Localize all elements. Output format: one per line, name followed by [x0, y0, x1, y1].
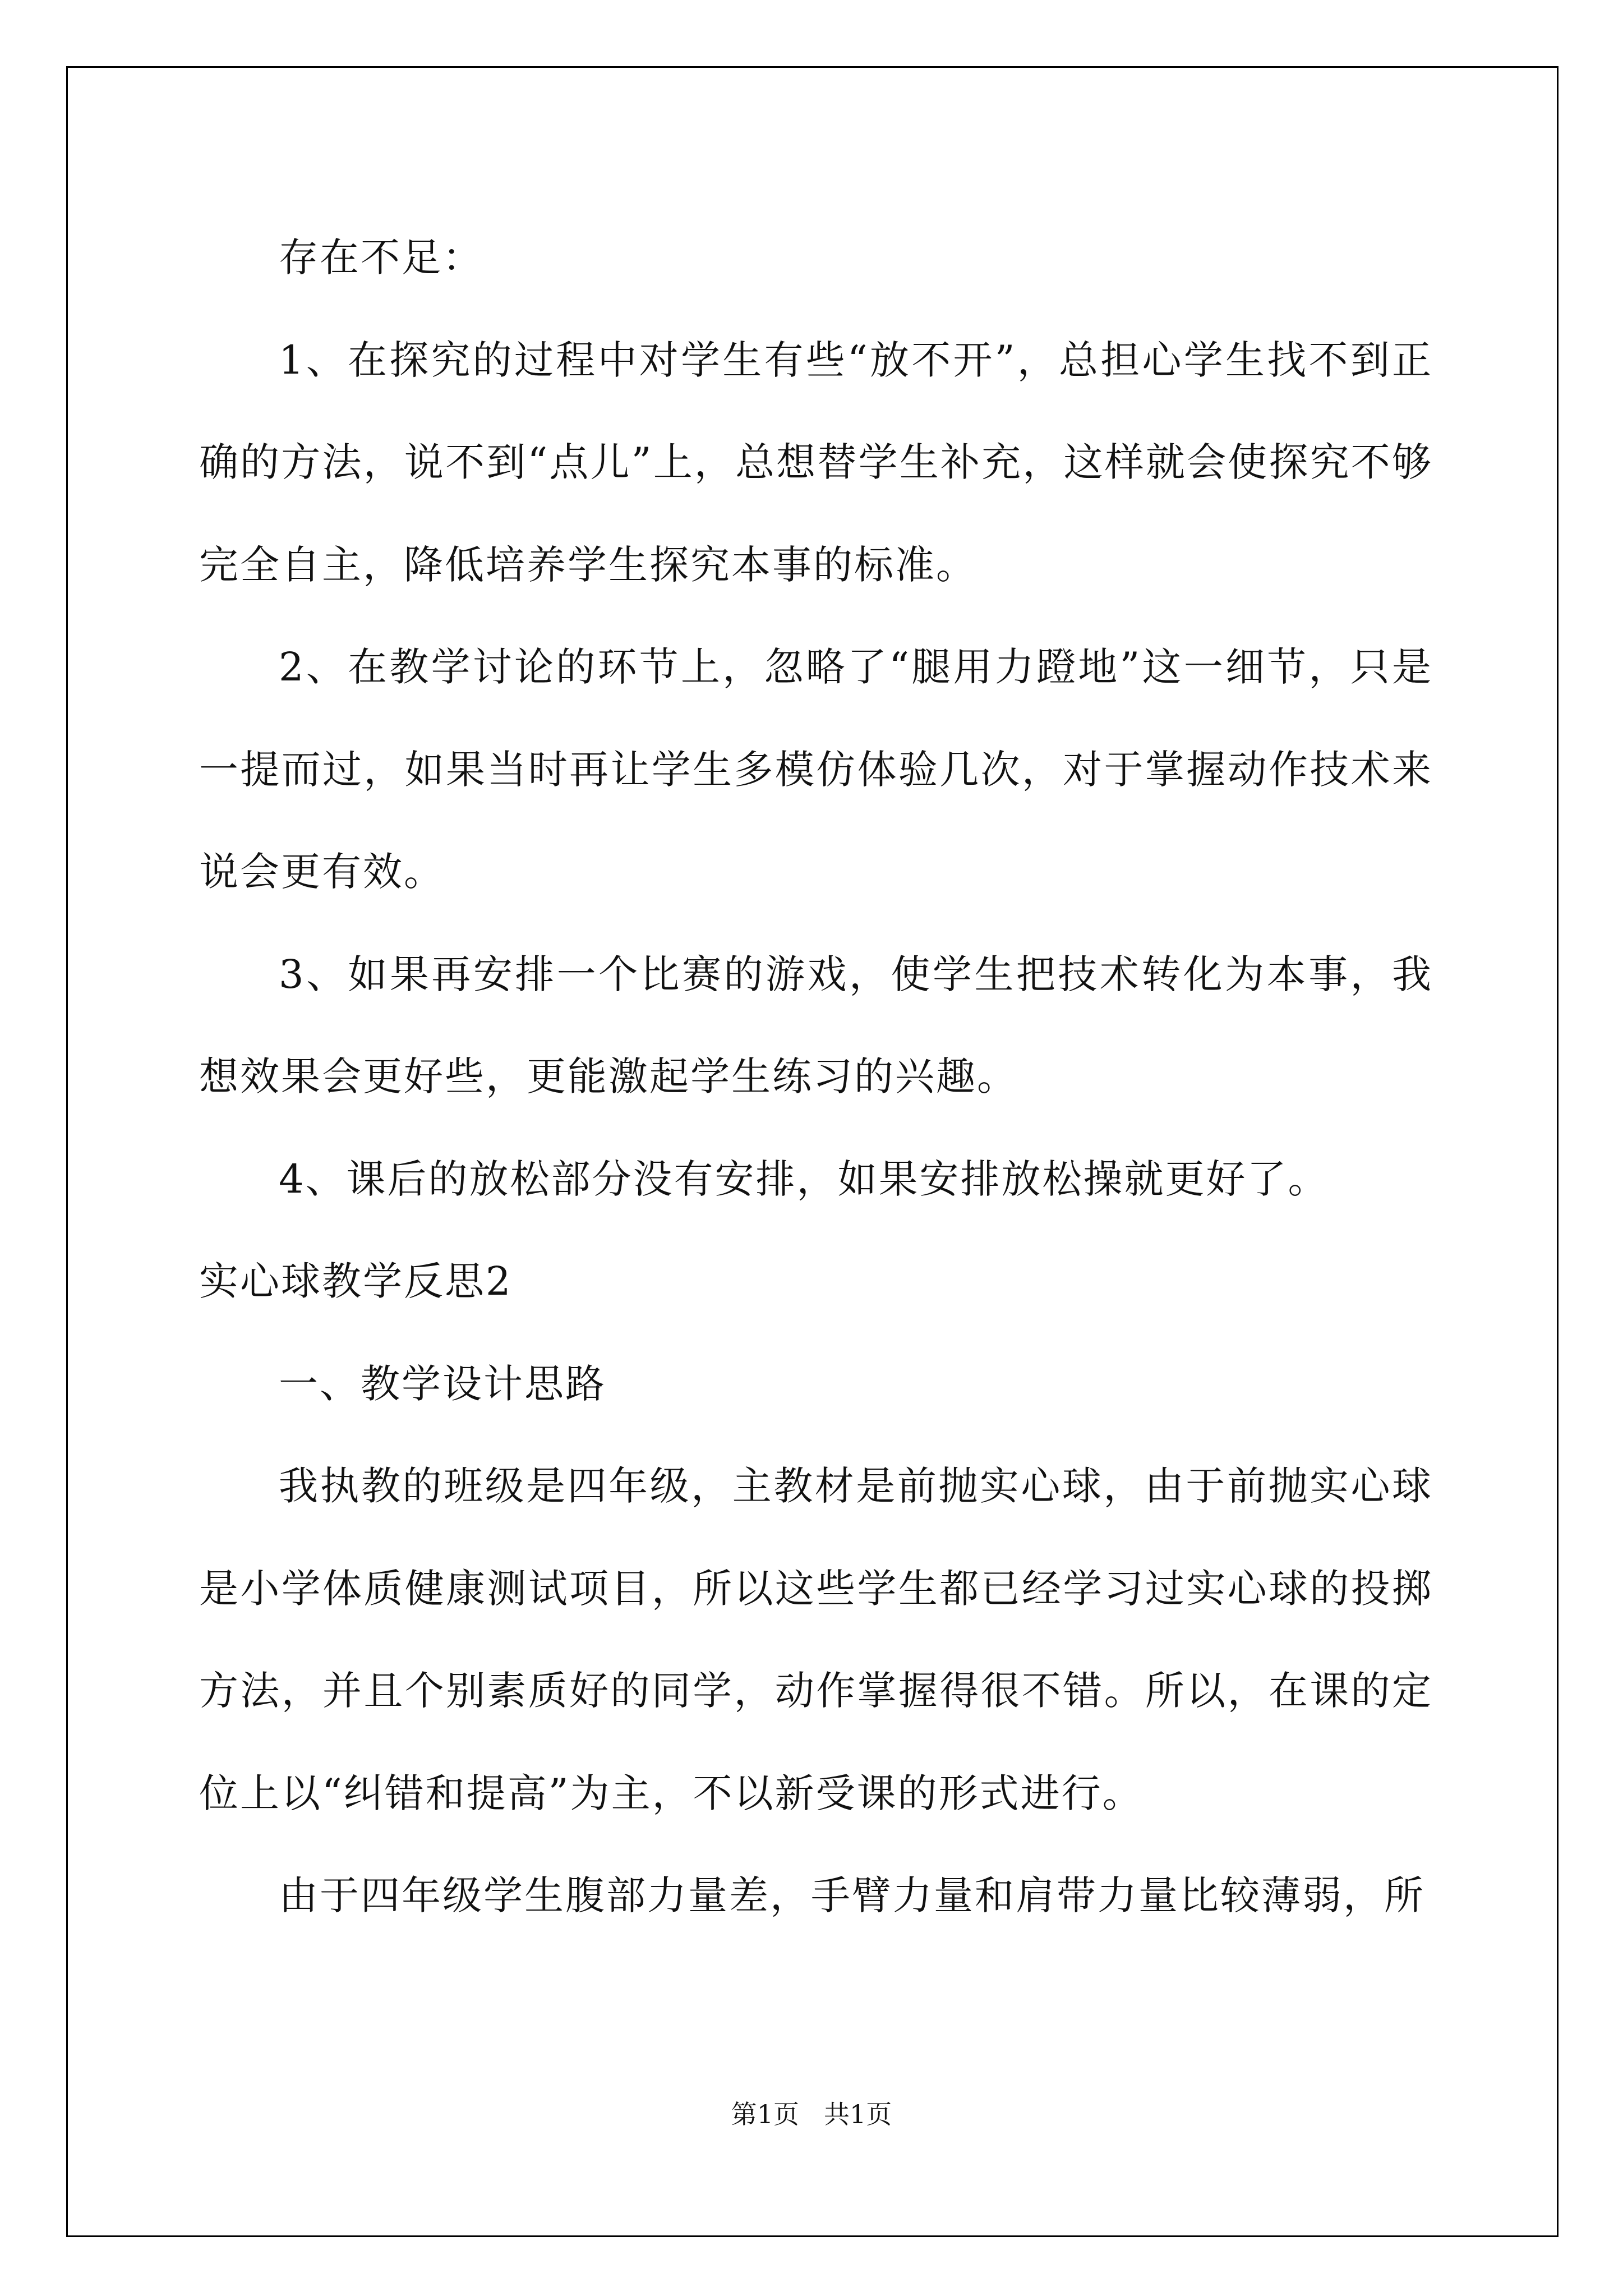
document-body: [199, 206, 1433, 1947]
paragraph: 由于四年级学生腹部力量差，手臂力量和肩带力量比较薄弱，所: [279, 1872, 1425, 1918]
paragraph: 3、如果再安排一个比赛的游戏，使学生把技术转化为本事，我想效果会更好些，更能激起学生练习的兴趣。: [199, 951, 1433, 1099]
section-heading: 实心球教学反思2: [199, 1258, 513, 1304]
page-footer: [0, 2094, 1623, 2131]
subsection-heading: 一、教学设计思路: [279, 1360, 606, 1407]
paragraph: 2、在教学讨论的环节上，忽略了“腿用力蹬地”这一细节，只是一提而过，如果当时再让学生多模仿体验几次，对于掌握动作技术来说会更有效。: [199, 644, 1433, 895]
paragraph: 存在不足：: [279, 234, 483, 280]
paragraph: 我执教的班级是四年级，主教材是前抛实心球，由于前抛实心球是小学体质健康测试项目，所以这些学生都已经学习过实心球的投掷方法，并且个别素质好的同学，动作掌握得很不错。所以，在课的定位上以“纠错和提高”为主，不以新受课的形式进行。: [199, 1463, 1433, 1816]
paragraph: 4、课后的放松部分没有安排，如果安排放松操就更好了。: [279, 1156, 1329, 1202]
paragraph: 1、在探究的过程中对学生有些“放不开”，总担心学生找不到正确的方法，说不到“点儿”上，总想替学生补充，这样就会使探究不够完全自主，降低培养学生探究本事的标准。: [199, 337, 1433, 588]
page-total: 共1页: [823, 2099, 892, 2129]
page-number: 第1页: [731, 2099, 800, 2129]
